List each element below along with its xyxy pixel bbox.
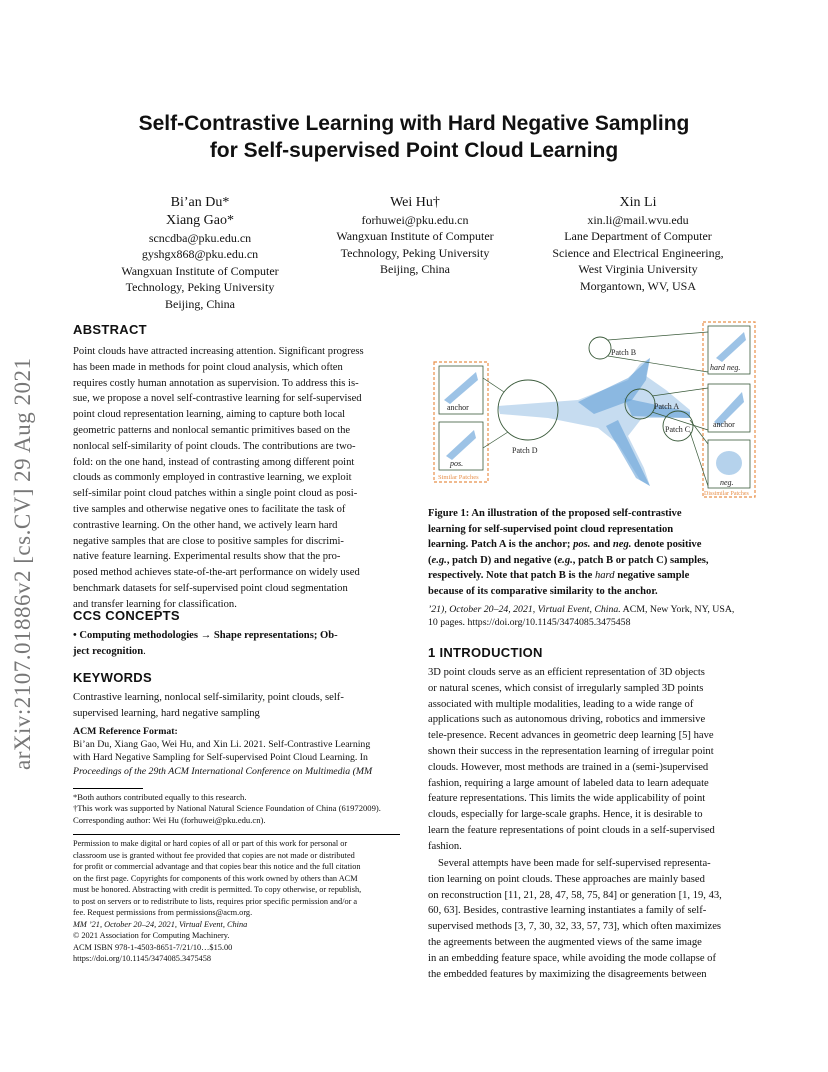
abstract-line: contrastive learning. On the other hand, we actively learn hard [73,519,338,531]
acm-ref-line: Proceedings of the 29th ACM International Conference on Multimedia (MM [73,765,373,777]
ref-cont-seg: ACM, New York, NY, USA, [620,604,735,615]
patch-b-circle [589,337,611,359]
author-email: scncdba@pku.edu.cn [148,231,252,245]
acm-ref-heading: ACM Reference Format: [73,726,178,737]
abstract-line: negative samples that are close to positive samples for discrimi- [73,535,344,547]
author-affiliation: Morgantown, WV, USA [579,278,696,293]
footnote-rule [73,788,143,789]
caption-line: Figure 1: An illustration of the proposed self-contrastive [428,508,682,519]
author-name: Xiang Gao* [165,213,235,228]
permission-line: fee. Request permissions from permissions@acm.org. [73,908,253,917]
title-line-1: Self-Contrastive Learning with Hard Negative Sampling [138,112,690,135]
caption-seg: negative sample [614,570,690,582]
doi-line: https://doi.org/10.1145/3474085.3475458 [73,954,212,963]
author-affiliation: Beijing, China [165,296,235,311]
intro-line: Several attempts have been made for self-supervised representa- [438,858,711,869]
abstract-line: requires costly human annotation as supervision. To address this is- [73,377,359,389]
author-block-1 [90,194,310,312]
abstract-line: tive samples and otherwise negative ones to facilitate the task of [73,503,346,515]
author-affiliation: Science and Electrical Engineering, [552,245,724,260]
reference-continuation [428,603,768,629]
permission-rule [73,834,400,835]
label-dissimilar-patches: Dissimilar Patches [704,491,749,497]
ccs-end: . [143,645,146,657]
ccs-term: ject recognition [73,645,144,657]
ccs-term: • Computing methodologies [73,630,198,641]
intro-line: in an embedding feature space, while avoiding the mode collapse of [428,952,716,964]
intro-line: supervised methods [3, 7, 30, 32, 33, 57, 73], which often maximizes [428,921,722,933]
caption-line: because of its comparative similarity to the anchor. [428,585,658,597]
caption-line: learning for self-supervised point cloud representation [428,523,674,535]
intro-line: tion learning on point clouds. These approaches are mainly based [428,873,705,885]
author-affiliation: Beijing, China [380,262,450,277]
author-affiliation: Wangxuan Institute of Computer [336,229,494,244]
title-line-2: for Self-supervised Point Cloud Learning [209,139,619,162]
permission-line: must be honored. Abstracting with credit is permitted. To copy otherwise, or republish, [73,885,362,894]
acm-reference [73,725,400,778]
ccs-heading: CCS CONCEPTS [73,608,180,623]
author-affiliation: Technology, Peking University [340,245,490,260]
abstract-line: point cloud representation learning, aiming to capture both local [73,409,346,421]
label-neg: neg. [720,478,734,487]
ccs-body [73,628,400,660]
intro-paragraph-1 [428,665,755,855]
author-email: gyshgx868@pku.edu.cn [141,247,259,262]
label-anchor-left: anchor [447,403,469,412]
intro-line: tele-presence. Recent advances in geometric deep learning [5] have [428,730,714,742]
permission-line: to post on servers or to redistribute to lists, requires prior specific permission and/or a [73,896,358,906]
intro-line: associated with multiple modalities, leading to a wide range of [428,698,694,710]
author-name: Bi’an Du* [170,195,230,210]
abstract-line: and transfer learning for classification. [73,598,237,610]
ccs-term: → Shape representations [197,630,314,641]
author-affiliation: Wangxuan Institute of Computer [121,263,279,278]
author-name: Wei Hu† [390,195,440,210]
conference-line: MM ’21, October 20–24, 2021, Virtual Event, China [73,919,248,929]
ref-cont-line: 10 pages. https://doi.org/10.1145/3474085.3475458 [428,617,631,629]
abstract-heading: ABSTRACT [73,322,147,337]
footnote: Corresponding author: Wei Hu (forhuwei@pku.edu.cn). [73,814,266,825]
abstract-line: geometric patterns and nonlocal semantic primitives based on the [73,424,351,436]
abstract-line: sue, we propose a novel self-contrastive learning for self-supervised [73,393,362,405]
footnotes [73,792,413,826]
intro-line: 60, 63]. Besides, contrastive learning instantiates a family of self- [428,905,707,917]
permission-line: Permission to make digital or hard copies of all or part of this work for personal or [73,839,348,848]
intro-line: applications such as autonomous driving, robotics and immersive [428,714,706,726]
figure-1-illustration [428,318,758,503]
keywords-line: supervised learning, hard negative sampling [73,707,260,719]
permission-line: classroom use is granted without fee provided that copies are not made or distributed [73,850,355,860]
abstract-line: has been made in methods for point cloud analysis, which often [73,361,343,373]
intro-line: 3D point clouds serve as an efficient representation of 3D objects [428,667,705,678]
label-patch-d: Patch D [512,446,538,455]
permission-line: on the first page. Copyrights for components of this work owned by others than ACM [73,873,358,883]
copyright-line: © 2021 Association for Computing Machinery. [73,931,230,940]
author-block-2 [305,194,525,278]
intro-line: clouds, especially for large-scale graphs. Hence, it is desirable to [428,809,703,821]
author-name: Xin Li [619,195,657,210]
airplane-point-cloud [498,358,690,486]
intro-line: or natural scenes, which consist of irregularly sampled 3D points [428,682,704,694]
caption-seg: denote positive [631,539,702,551]
caption-seg: hard [594,570,615,582]
footnote: †This work was supported by National Natural Science Foundation of China (61972009). [73,803,381,814]
label-hard-neg: hard neg. [710,363,741,372]
keywords-heading: KEYWORDS [73,670,152,685]
author-email: forhuwei@pku.edu.cn [361,213,469,227]
intro-line: shown their success in the representation learning of irregular point [428,745,714,757]
intro-paragraph-2 [428,856,755,982]
label-patch-a: Patch A [654,402,680,411]
permission-block [73,838,403,965]
caption-seg: respectively. Note that patch B is the [428,570,595,582]
caption-seg: neg. [612,539,632,551]
arxiv-stamp: arXiv:2107.01886v2 [cs.CV] 29 Aug 2021 [10,357,35,770]
abstract-line: posed method achieves state-of-the-art performance on widely used [73,567,360,579]
abstract-body [73,344,400,613]
abstract-line: self-similar point cloud patches within a single point cloud as posi- [73,488,358,500]
ref-cont-seg: ’21), October 20–24, 2021, Virtual Event, China. [428,604,621,615]
isbn-line: ACM ISBN 978-1-4503-8651-7/21/10…$15.00 [73,942,233,952]
author-block-3 [528,194,748,294]
intro-heading: 1 INTRODUCTION [428,645,543,660]
permission-line: for profit or commercial advantage and that copies bear this notice and the full citation [73,862,361,871]
intro-line: fashion, requiring a large amount of labeled data to learn adequate [428,777,709,789]
intro-line: learn the feature representations of point clouds in a self-supervised [428,824,715,836]
abstract-line: nonlocal self-similarity of point clouds. The contributions are two- [73,440,356,452]
label-pos: pos. [450,459,464,468]
abstract-line: native feature learning. Experimental results show that the pro- [73,551,341,563]
keywords-body [73,690,400,722]
abstract-line: Point clouds have attracted increasing attention. Significant progress [73,346,364,357]
abstract-line: clouds as commonly employed in contrastive learning, we exploit [73,472,352,484]
intro-line: on reconstruction [11, 21, 28, 47, 58, 75, 84] or generation [1, 19, 43, [428,889,722,901]
footnote: *Both authors contributed equally to this research. [73,792,247,802]
abstract-line: benchmark datasets for self-supervised point cloud segmentation [73,582,348,594]
caption-seg: e.g. [557,554,573,566]
ccs-sep: ; Ob- [313,630,338,641]
acm-ref-line: Bi’an Du, Xiang Gao, Wei Hu, and Xin Li. 2021. Self-Contrastive Learning [73,739,371,751]
author-affiliation: Lane Department of Computer [564,229,712,244]
caption-seg: learning. Patch A is the anchor; [428,539,574,551]
keywords-line: Contrastive learning, nonlocal self-similarity, point clouds, self- [73,692,344,703]
caption-seg: ( [428,554,432,566]
author-affiliation: West Virginia University [578,262,698,277]
acm-ref-line: with Hard Negative Sampling for Self-supervised Point Cloud Learning. In [73,752,368,764]
figure-caption [428,506,755,600]
intro-line: fashion. [428,840,462,852]
author-email: xin.li@mail.wvu.edu [587,213,689,227]
label-similar-patches: Similar Patches [438,474,479,481]
label-patch-b: Patch B [611,348,637,357]
intro-line: feature representations. This limits the wide applicability of point [428,793,706,805]
caption-seg: and [590,539,613,551]
permission-text [73,838,403,919]
caption-seg: e.g. [431,554,447,566]
label-patch-c: Patch C [665,425,691,434]
caption-seg: , patch D) and negative ( [446,554,558,566]
intro-line: the agreements between the augmented views of the same image [428,936,702,948]
label-anchor-right: anchor [713,420,735,429]
intro-line: clouds. However, most methods are trained in a (semi-)supervised [428,761,709,773]
caption-seg: pos. [573,539,591,551]
caption-seg: , patch B or patch C) samples, [572,554,709,566]
author-affiliation: Technology, Peking University [125,280,275,295]
intro-line: the embedded features by maximizing the disagreements between [428,968,707,980]
paper-title [0,110,828,164]
abstract-line: fold: on the one hand, instead of contrasting among different point [73,456,355,468]
